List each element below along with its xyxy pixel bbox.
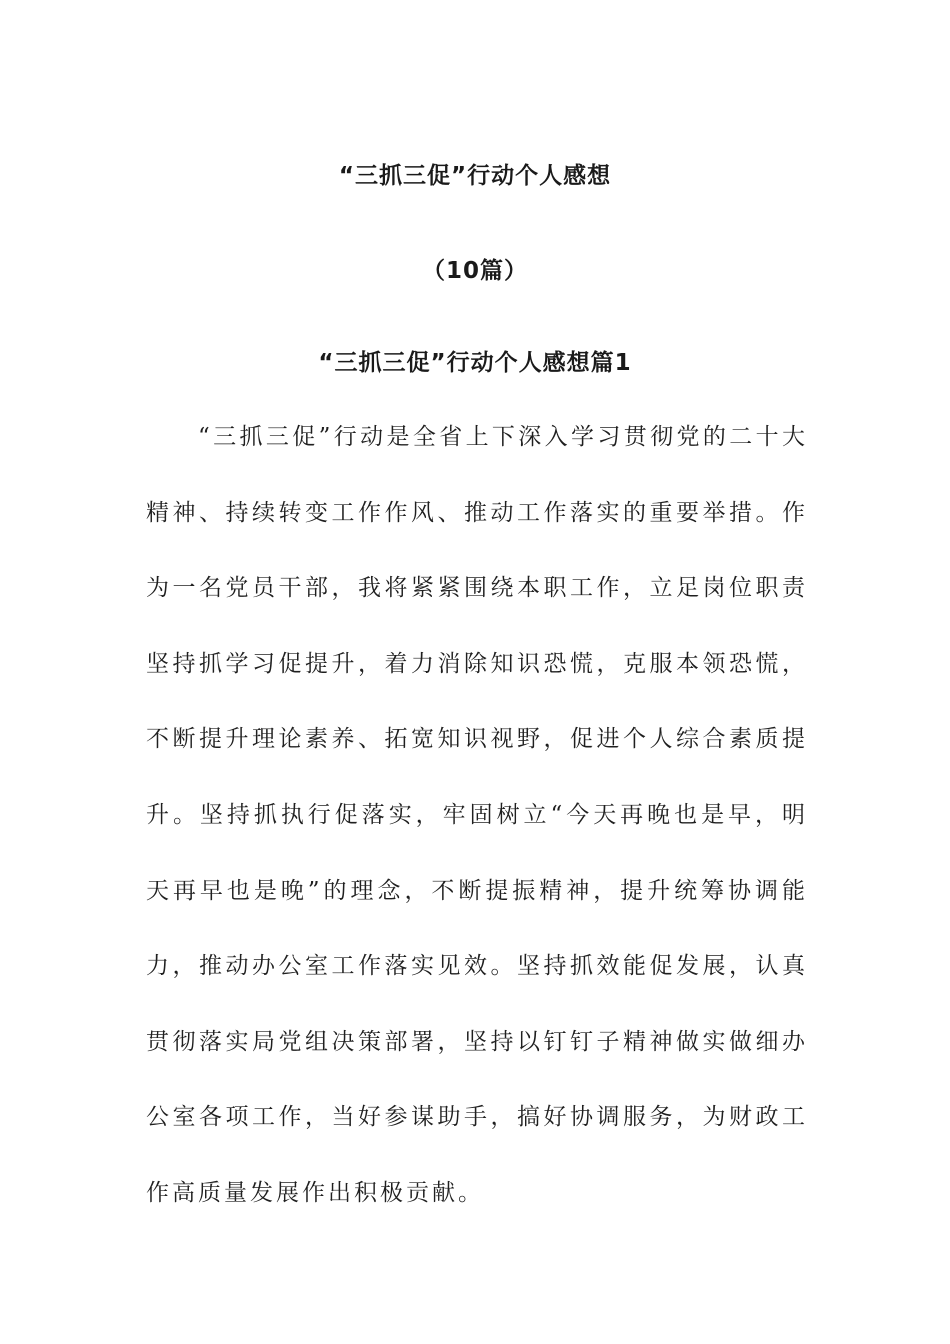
body-paragraph: “三抓三促”行动是全省上下深入学习贯彻党的二十大精神、持续转变工作作风、推动工作落实的重要举措。作为一名党员干部，我将紧紧围绕本职工作，立足岗位职责坚持抓学习促提升，着力消除知识恐慌，克服本领恐慌，不断提升理论素养、拓宽知识视野，促进个人综合素质提升。坚持抓执行促落实，牢固树立“今天再晚也是早，明天再早也是晚”的理念，不断提振精神，提升统筹协调能力，推动办公室工作落实见效。坚持抓效能促发展，认真贯彻落实局党组决策部署，坚持以钉钉子精神做实做细办公室各项工作，当好参谋助手，搞好协调服务，为财政工作高质量发展作出积极贡献。 xyxy=(146,424,808,1206)
section-heading: “三抓三促”行动个人感想篇1 xyxy=(318,350,632,376)
document-subtitle: （10篇） xyxy=(421,258,528,284)
document-title: “三抓三促”行动个人感想 xyxy=(338,163,612,189)
